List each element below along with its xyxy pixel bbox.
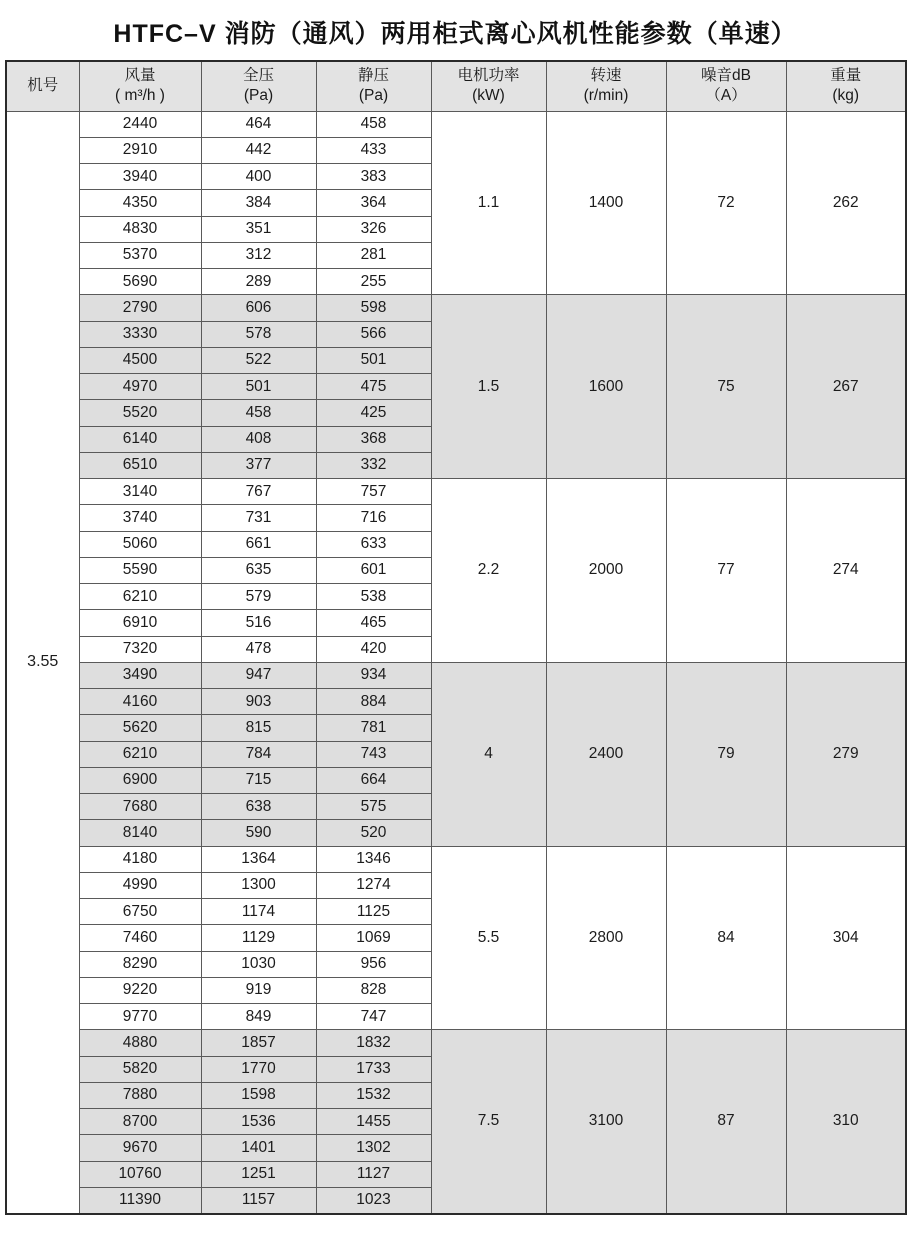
cell-airflow: 2440 — [79, 111, 201, 137]
cell-static-pressure: 1733 — [316, 1056, 431, 1082]
cell-total-pressure: 1030 — [201, 951, 316, 977]
cell-speed: 2000 — [546, 479, 666, 663]
cell-static-pressure: 1127 — [316, 1161, 431, 1187]
cell-weight: 310 — [786, 1030, 906, 1214]
cell-noise: 87 — [666, 1030, 786, 1214]
cell-total-pressure: 919 — [201, 977, 316, 1003]
cell-static-pressure: 1455 — [316, 1109, 431, 1135]
cell-airflow: 4160 — [79, 689, 201, 715]
cell-total-pressure: 903 — [201, 689, 316, 715]
cell-total-pressure: 815 — [201, 715, 316, 741]
cell-airflow: 5820 — [79, 1056, 201, 1082]
cell-static-pressure: 1532 — [316, 1082, 431, 1108]
cell-static-pressure: 716 — [316, 505, 431, 531]
cell-airflow: 4500 — [79, 347, 201, 373]
table-header — [6, 61, 906, 111]
cell-airflow: 6210 — [79, 741, 201, 767]
cell-airflow: 8290 — [79, 951, 201, 977]
cell-weight: 274 — [786, 479, 906, 663]
cell-static-pressure: 465 — [316, 610, 431, 636]
cell-airflow: 9770 — [79, 1004, 201, 1030]
cell-airflow: 7320 — [79, 636, 201, 662]
cell-total-pressure: 638 — [201, 794, 316, 820]
cell-airflow: 3740 — [79, 505, 201, 531]
cell-noise: 72 — [666, 111, 786, 295]
cell-total-pressure: 312 — [201, 242, 316, 268]
cell-static-pressure: 1832 — [316, 1030, 431, 1056]
cell-airflow: 4180 — [79, 846, 201, 872]
cell-static-pressure: 420 — [316, 636, 431, 662]
cell-airflow: 5620 — [79, 715, 201, 741]
cell-total-pressure: 849 — [201, 1004, 316, 1030]
cell-total-pressure: 377 — [201, 452, 316, 478]
cell-total-pressure: 458 — [201, 400, 316, 426]
cell-airflow: 11390 — [79, 1187, 201, 1213]
cell-weight: 279 — [786, 662, 906, 846]
cell-airflow: 6750 — [79, 899, 201, 925]
table-row — [6, 1030, 906, 1056]
cell-static-pressure: 1274 — [316, 872, 431, 898]
cell-static-pressure: 332 — [316, 452, 431, 478]
cell-motor-power: 5.5 — [431, 846, 546, 1030]
cell-static-pressure: 1069 — [316, 925, 431, 951]
cell-total-pressure: 590 — [201, 820, 316, 846]
cell-total-pressure: 1857 — [201, 1030, 316, 1056]
cell-airflow: 7460 — [79, 925, 201, 951]
cell-total-pressure: 400 — [201, 164, 316, 190]
cell-total-pressure: 731 — [201, 505, 316, 531]
cell-total-pressure: 1300 — [201, 872, 316, 898]
cell-static-pressure: 281 — [316, 242, 431, 268]
cell-static-pressure: 934 — [316, 662, 431, 688]
cell-total-pressure: 1598 — [201, 1082, 316, 1108]
cell-airflow: 8140 — [79, 820, 201, 846]
header-model-label: 机号 — [27, 77, 59, 95]
cell-total-pressure: 351 — [201, 216, 316, 242]
cell-speed: 3100 — [546, 1030, 666, 1214]
cell-airflow: 6510 — [79, 452, 201, 478]
cell-airflow: 2790 — [79, 295, 201, 321]
header-total-pressure: 全压 (Pa) — [201, 61, 316, 111]
cell-airflow: 5690 — [79, 269, 201, 295]
cell-total-pressure: 578 — [201, 321, 316, 347]
cell-static-pressure: 1302 — [316, 1135, 431, 1161]
cell-static-pressure: 538 — [316, 584, 431, 610]
table-row — [6, 846, 906, 872]
cell-total-pressure: 1157 — [201, 1187, 316, 1213]
cell-speed: 1600 — [546, 295, 666, 479]
cell-total-pressure: 579 — [201, 584, 316, 610]
cell-static-pressure: 747 — [316, 1004, 431, 1030]
cell-airflow: 4970 — [79, 374, 201, 400]
cell-total-pressure: 408 — [201, 426, 316, 452]
cell-total-pressure: 1536 — [201, 1109, 316, 1135]
header-motor-power: 电机功率 (kW) — [431, 61, 546, 111]
cell-airflow: 5520 — [79, 400, 201, 426]
cell-static-pressure: 326 — [316, 216, 431, 242]
cell-weight: 262 — [786, 111, 906, 295]
cell-static-pressure: 501 — [316, 347, 431, 373]
cell-airflow: 3140 — [79, 479, 201, 505]
header-row — [6, 61, 906, 111]
cell-static-pressure: 475 — [316, 374, 431, 400]
cell-airflow: 4880 — [79, 1030, 201, 1056]
cell-weight: 267 — [786, 295, 906, 479]
cell-static-pressure: 520 — [316, 820, 431, 846]
cell-total-pressure: 516 — [201, 610, 316, 636]
cell-total-pressure: 1174 — [201, 899, 316, 925]
cell-airflow: 9220 — [79, 977, 201, 1003]
cell-static-pressure: 364 — [316, 190, 431, 216]
cell-static-pressure: 433 — [316, 137, 431, 163]
cell-static-pressure: 425 — [316, 400, 431, 426]
cell-total-pressure: 464 — [201, 111, 316, 137]
cell-airflow: 5590 — [79, 557, 201, 583]
cell-motor-power: 2.2 — [431, 479, 546, 663]
cell-airflow: 7680 — [79, 794, 201, 820]
cell-static-pressure: 956 — [316, 951, 431, 977]
cell-total-pressure: 1401 — [201, 1135, 316, 1161]
cell-total-pressure: 767 — [201, 479, 316, 505]
cell-static-pressure: 575 — [316, 794, 431, 820]
table-row — [6, 662, 906, 688]
cell-airflow: 6900 — [79, 767, 201, 793]
cell-model-number: 3.55 — [6, 111, 79, 1214]
cell-static-pressure: 458 — [316, 111, 431, 137]
cell-static-pressure: 743 — [316, 741, 431, 767]
cell-static-pressure: 598 — [316, 295, 431, 321]
cell-speed: 1400 — [546, 111, 666, 295]
cell-static-pressure: 383 — [316, 164, 431, 190]
cell-total-pressure: 1251 — [201, 1161, 316, 1187]
cell-static-pressure: 1023 — [316, 1187, 431, 1213]
header-static-pressure: 静压 (Pa) — [316, 61, 431, 111]
cell-total-pressure: 289 — [201, 269, 316, 295]
cell-noise: 77 — [666, 479, 786, 663]
table-body — [6, 111, 906, 1214]
cell-airflow: 6140 — [79, 426, 201, 452]
cell-static-pressure: 566 — [316, 321, 431, 347]
cell-airflow: 4990 — [79, 872, 201, 898]
cell-static-pressure: 368 — [316, 426, 431, 452]
cell-total-pressure: 522 — [201, 347, 316, 373]
cell-airflow: 8700 — [79, 1109, 201, 1135]
cell-total-pressure: 501 — [201, 374, 316, 400]
header-noise: 噪音dB （A） — [666, 61, 786, 111]
cell-total-pressure: 442 — [201, 137, 316, 163]
table-row — [6, 295, 906, 321]
cell-static-pressure: 255 — [316, 269, 431, 295]
cell-motor-power: 1.5 — [431, 295, 546, 479]
cell-total-pressure: 1364 — [201, 846, 316, 872]
cell-total-pressure: 715 — [201, 767, 316, 793]
cell-total-pressure: 1770 — [201, 1056, 316, 1082]
cell-total-pressure: 635 — [201, 557, 316, 583]
cell-static-pressure: 1346 — [316, 846, 431, 872]
cell-noise: 84 — [666, 846, 786, 1030]
cell-airflow: 2910 — [79, 137, 201, 163]
cell-motor-power: 4 — [431, 662, 546, 846]
cell-static-pressure: 828 — [316, 977, 431, 1003]
cell-noise: 79 — [666, 662, 786, 846]
cell-total-pressure: 606 — [201, 295, 316, 321]
cell-airflow: 9670 — [79, 1135, 201, 1161]
cell-total-pressure: 661 — [201, 531, 316, 557]
header-speed: 转速 (r/min) — [546, 61, 666, 111]
cell-weight: 304 — [786, 846, 906, 1030]
cell-speed: 2800 — [546, 846, 666, 1030]
cell-airflow: 4830 — [79, 216, 201, 242]
cell-static-pressure: 1125 — [316, 899, 431, 925]
cell-speed: 2400 — [546, 662, 666, 846]
header-airflow: 风量 ( m³/h ) — [79, 61, 201, 111]
page-title: HTFC–V 消防（通风）两用柜式离心风机性能参数（单速） — [113, 20, 797, 48]
cell-airflow: 4350 — [79, 190, 201, 216]
cell-total-pressure: 1129 — [201, 925, 316, 951]
header-weight: 重量 (kg) — [786, 61, 906, 111]
cell-static-pressure: 884 — [316, 689, 431, 715]
cell-airflow: 6910 — [79, 610, 201, 636]
cell-airflow: 3490 — [79, 662, 201, 688]
header-model — [6, 61, 79, 111]
cell-airflow: 3940 — [79, 164, 201, 190]
cell-airflow: 3330 — [79, 321, 201, 347]
cell-airflow: 5060 — [79, 531, 201, 557]
cell-noise: 75 — [666, 295, 786, 479]
cell-total-pressure: 947 — [201, 662, 316, 688]
cell-motor-power: 1.1 — [431, 111, 546, 295]
cell-static-pressure: 601 — [316, 557, 431, 583]
cell-airflow: 7880 — [79, 1082, 201, 1108]
cell-static-pressure: 781 — [316, 715, 431, 741]
cell-airflow: 10760 — [79, 1161, 201, 1187]
table-row — [6, 479, 906, 505]
table-row — [6, 111, 906, 137]
cell-total-pressure: 384 — [201, 190, 316, 216]
cell-total-pressure: 478 — [201, 636, 316, 662]
cell-static-pressure: 633 — [316, 531, 431, 557]
cell-total-pressure: 784 — [201, 741, 316, 767]
cell-static-pressure: 664 — [316, 767, 431, 793]
cell-motor-power: 7.5 — [431, 1030, 546, 1214]
cell-static-pressure: 757 — [316, 479, 431, 505]
cell-airflow: 5370 — [79, 242, 201, 268]
fan-performance-table — [5, 60, 907, 1215]
cell-airflow: 6210 — [79, 584, 201, 610]
